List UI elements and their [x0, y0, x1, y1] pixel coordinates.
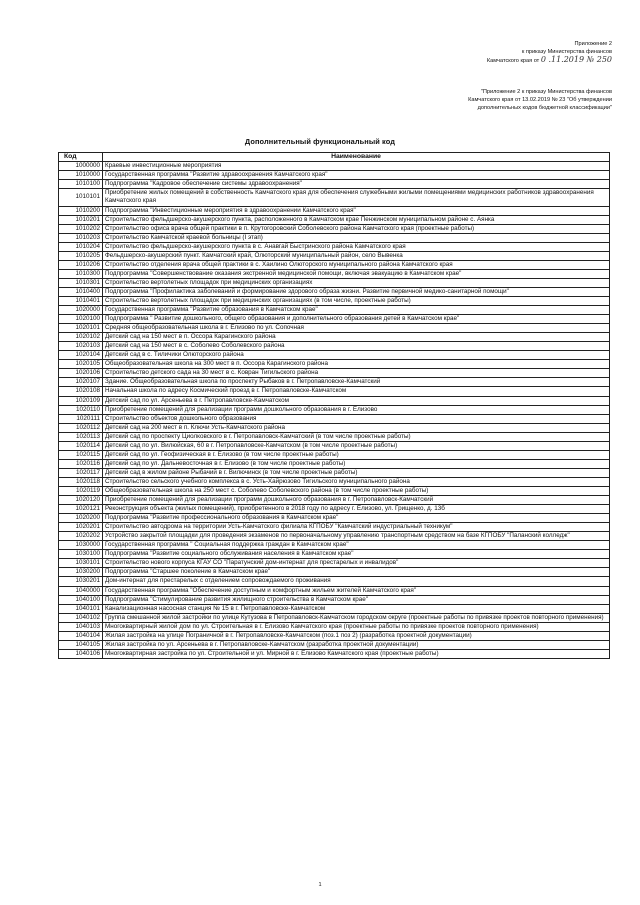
row-name: Жилая застройка на улице Пограничной в г. Петропавловске-Камчатском (поз.1 поз 2) (разработка проектной документации): [103, 631, 610, 640]
table-header-row: [59, 153, 610, 162]
row-code: 1010400: [59, 287, 103, 296]
table-row: [59, 260, 610, 269]
row-code: 1010206: [59, 260, 103, 269]
row-code: 1030200: [59, 568, 103, 577]
prev-order-line1: "Приложение 2 к приказу Министерства финансов: [480, 89, 612, 95]
table-row: [59, 342, 610, 351]
row-name: Жилая застройка по ул. Арсеньева в г. Петропавловске-Камчатском (разработка проектной документации): [103, 640, 610, 649]
row-code: 1010202: [59, 224, 103, 233]
row-code: 1040104: [59, 631, 103, 640]
table-row: [59, 486, 610, 495]
order-date-prefix: Камчатского края от: [486, 58, 540, 64]
row-code: 1010300: [59, 269, 103, 278]
row-name: Строительство фельдшерско-акушерского пункта, расположенного в Камчатском крае Пенжинском муниципальном районе с. Аянка: [103, 215, 610, 224]
appendix-label: Приложение 2: [574, 41, 612, 47]
row-name: Подпрограмма " Развитие дошкольного, общего образования и дополнительного образования детей в Камчатском крае": [103, 315, 610, 324]
order-date-handwritten: 0 .11.2019 № 250: [540, 55, 612, 64]
row-code: 1010301: [59, 278, 103, 287]
row-name: Подпрограмма "Стимулирование развития жилищного строительства в Камчатском крае": [103, 595, 610, 604]
row-name: Дом-интернат для престарелых с отделением сопровождаемого проживания: [103, 577, 610, 586]
table-row: [59, 162, 610, 171]
table-row: [59, 351, 610, 360]
row-code: 1040106: [59, 649, 103, 658]
table-row: [59, 532, 610, 541]
row-code: 1020101: [59, 324, 103, 333]
row-name: Многоквартирный жилой дом по ул. Строительная в г. Елизово Камчатского края (проектные работы по привязке проектов повторного применения): [103, 622, 610, 631]
row-name: Подпрограмма "Кадровое обеспечение системы здравоохранения": [103, 180, 610, 189]
row-code: 1040100: [59, 595, 103, 604]
row-name: Государственная программа "Обеспечение доступным и комфортным жильем жителей Камчатского края": [103, 586, 610, 595]
row-code: 1030201: [59, 577, 103, 586]
table-row: [59, 224, 610, 233]
row-name: Устройство закрытой площадки для проведения экзаменов по первоначальному управлению транспортным средством на базе КГПОБУ "Паланский колледж": [103, 532, 610, 541]
row-code: 1000000: [59, 162, 103, 171]
row-code: 1020200: [59, 514, 103, 523]
row-name: Детский сад на 150 мест в с. Соболево Соболевского района: [103, 342, 610, 351]
row-name: Строительство сельского учебного комплекса в с. Усть-Хайрюзово Тигильского муниципального района: [103, 477, 610, 486]
table-row: [59, 432, 610, 441]
row-name: Строительство Камчатской краевой больницы (I этап): [103, 233, 610, 242]
row-name: Приобретение жилых помещений в собственность Камчатского края для обеспечения служебными жилыми помещениями медицинских работников здравоохранения Камчатского края: [103, 189, 610, 206]
table-row: [59, 568, 610, 577]
table-row: [59, 414, 610, 423]
row-code: 1020110: [59, 405, 103, 414]
row-code: 1010101: [59, 189, 103, 206]
table-row: [59, 649, 610, 658]
row-name: Строительство автодрома на территории Усть-Камчатского филиала КГПОБУ "Камчатский индустриальный техникум": [103, 523, 610, 532]
row-code: 1020116: [59, 459, 103, 468]
row-name: Здание. Общеобразовательная школа по проспекту Рыбаков в г. Петропавловске-Камчатский: [103, 378, 610, 387]
table-row: [59, 550, 610, 559]
row-name: Канализационная насосная станция № 15 в г. Петропавловске-Камчатском: [103, 604, 610, 613]
row-code: 1020202: [59, 532, 103, 541]
row-code: 1020111: [59, 414, 103, 423]
row-name: Детский сад по ул. Дальневосточная в г. Елизово (в том числе проектные работы): [103, 459, 610, 468]
row-code: 1020109: [59, 396, 103, 405]
row-name: Подпрограмма "Совершенствование оказания экстренной медицинской помощи, включая эвакуацию в Камчатском крае": [103, 269, 610, 278]
table-row: [59, 631, 610, 640]
row-name: Строительство вертолетных площадок при медицинских организациях (в том числе, проектные работы): [103, 297, 610, 306]
row-code: 1020106: [59, 369, 103, 378]
row-name: Строительство отделения врача общей практики в с. Хаилино Олюторского муниципального района Камчатского края: [103, 260, 610, 269]
row-name: Подпрограмма "Развитие профессионального образования в Камчатском крае": [103, 514, 610, 523]
table-row: [59, 477, 610, 486]
table-row: [59, 251, 610, 260]
row-name: Строительство детского сада на 30 мест в с. Ковран Тигильского района: [103, 369, 610, 378]
table-row: [59, 315, 610, 324]
row-code: 1030000: [59, 541, 103, 550]
table-row: [59, 215, 610, 224]
row-name: Детский сад на 200 мест в п. Ключи Усть-Камчатского района: [103, 423, 610, 432]
row-code: 1020120: [59, 496, 103, 505]
row-name: Краевые инвестиционные мероприятия: [103, 162, 610, 171]
row-code: 1020105: [59, 360, 103, 369]
table-row: [59, 523, 610, 532]
row-name: Средняя общеобразовательная школа в г. Елизово по ул. Сопочная: [103, 324, 610, 333]
row-name: Строительство объектов дошкольного образования: [103, 414, 610, 423]
row-name: Детский сад на 150 мест в п. Оссора Карагинского района: [103, 333, 610, 342]
row-name: Реконструкция объекта (жилых помещений), приобретенного в 2018 году по адресу г. Елизово, ул. Грищенко, д. 13б: [103, 505, 610, 514]
row-code: 1010401: [59, 297, 103, 306]
row-code: 1010205: [59, 251, 103, 260]
previous-order-header: [468, 88, 612, 112]
row-code: 1040105: [59, 640, 103, 649]
document-title: Дополнительный функциональный код: [244, 137, 396, 146]
row-code: 1010200: [59, 206, 103, 215]
table-row: [59, 622, 610, 631]
row-code: 1020108: [59, 387, 103, 396]
row-name: Детский сад в жилом районе Рыбачий в г. Вилючинск (в том числе проектные работы): [103, 468, 610, 477]
table-row: [59, 278, 610, 287]
row-code: 1020114: [59, 441, 103, 450]
table-row: [59, 369, 610, 378]
column-header-code: Код: [59, 153, 103, 162]
row-code: 1020103: [59, 342, 103, 351]
row-code: 1010000: [59, 171, 103, 180]
table-row: [59, 206, 610, 215]
row-name: Строительство офиса врача общей практики в п. Крутогоровский Соболевского района Камчатского края (проектные работы): [103, 224, 610, 233]
row-code: 1020104: [59, 351, 103, 360]
row-name: Строительство вертолетных площадок при медицинских организациях: [103, 278, 610, 287]
row-name: Начальная школа по адресу Космический проезд в г. Петропавловске-Камчатском: [103, 387, 610, 396]
row-name: Общеобразовательная школа на 250 мест с. Соболево Соболевского района (в том числе проектные работы): [103, 486, 610, 495]
row-name: Детский сад по ул. Арсеньева в г. Петропавловске-Камчатском: [103, 396, 610, 405]
table-row: [59, 333, 610, 342]
table-row: [59, 468, 610, 477]
table-row: [59, 287, 610, 296]
row-code: 1020121: [59, 505, 103, 514]
row-code: 1020119: [59, 486, 103, 495]
table-row: [59, 405, 610, 414]
table-row: [59, 640, 610, 649]
table-row: [59, 171, 610, 180]
prev-order-line2: Камчатского края от 13.02.2019 № 23 "Об утверждении: [468, 97, 612, 103]
order-reference: к приказу Министерства финансов: [521, 49, 612, 55]
column-header-name: Наименование: [103, 153, 610, 162]
row-name: Общеобразовательная школа на 300 мест в п. Оссора Карагинского района: [103, 360, 610, 369]
row-code: 1030100: [59, 550, 103, 559]
row-code: 1020000: [59, 306, 103, 315]
table-row: [59, 450, 610, 459]
row-name: Детский сад по проспекту Циолковского в г. Петропавловск-Камчатский (в том числе проектные работы): [103, 432, 610, 441]
row-name: Подпрограмма "Инвестиционные мероприятия в здравоохранении Камчатского края": [103, 206, 610, 215]
row-code: 1040103: [59, 622, 103, 631]
table-row: [59, 496, 610, 505]
table-row: [59, 586, 610, 595]
table-row: [59, 297, 610, 306]
row-name: Многоквартирная застройка по ул. Строительной и ул. Мирной в г. Елизово Камчатского края (проектные работы): [103, 649, 610, 658]
row-code: 1040101: [59, 604, 103, 613]
table-row: [59, 324, 610, 333]
table-row: [59, 577, 610, 586]
order-header: [487, 40, 612, 65]
row-code: 1020117: [59, 468, 103, 477]
table-row: [59, 559, 610, 568]
row-name: Детский сад в с. Тиличики Олюторского района: [103, 351, 610, 360]
codes-table: [58, 152, 610, 659]
row-code: 1020113: [59, 432, 103, 441]
row-code: 1010204: [59, 242, 103, 251]
table-row: [59, 378, 610, 387]
table-row: [59, 423, 610, 432]
row-name: Государственная программа " Социальная поддержка граждан в Камчатском крае": [103, 541, 610, 550]
table-row: [59, 387, 610, 396]
row-name: Группа смешанной жилой застройки по улице Кутузова в Петропавловск-Камчатском городском округе (проектные работы по привязке проектов повторного применения): [103, 613, 610, 622]
row-code: 1020112: [59, 423, 103, 432]
page-number: 1: [318, 882, 322, 888]
row-name: Строительство нового корпуса КГАУ СО "Паратунский дом-интернат для престарелых и инвалидов": [103, 559, 610, 568]
table-row: [59, 604, 610, 613]
table-row: [59, 613, 610, 622]
row-code: 1020107: [59, 378, 103, 387]
table-row: [59, 189, 610, 206]
row-code: 1020102: [59, 333, 103, 342]
row-name: Государственная программа "Развитие образования в Камчатском крае": [103, 306, 610, 315]
table-row: [59, 505, 610, 514]
row-code: 1020118: [59, 477, 103, 486]
row-name: Детский сад по ул. Геофизическая в г. Елизово (в том числе проектные работы): [103, 450, 610, 459]
table-row: [59, 459, 610, 468]
table-row: [59, 180, 610, 189]
row-name: Детский сад по ул. Вилюйская, 60 в г. Петропавловске-Камчатском (в том числе проектные работы): [103, 441, 610, 450]
table-body: [59, 162, 610, 659]
row-code: 1020100: [59, 315, 103, 324]
prev-order-line3: дополнительных кодов бюджетной классификации": [477, 105, 612, 111]
row-name: Подпрограмма "Профилактика заболеваний и формирование здорового образа жизни. Развитие первичной медико-санитарной помощи": [103, 287, 610, 296]
table-row: [59, 441, 610, 450]
table-row: [59, 541, 610, 550]
row-code: 1010100: [59, 180, 103, 189]
table-row: [59, 306, 610, 315]
row-name: Приобретение помещений для реализации программ дошкольного образования в г. Елизово: [103, 405, 610, 414]
row-name: Строительство фельдшерско-акушерского пункта в с. Анавгай Быстринского района Камчатского края: [103, 242, 610, 251]
row-code: 1010201: [59, 215, 103, 224]
row-code: 1020201: [59, 523, 103, 532]
row-name: Приобретение помещений для реализации программ дошкольного образования в г. Петропавловск-Камчатский: [103, 496, 610, 505]
row-name: Подпрограмма "Развитие социального обслуживания населения в Камчатском крае": [103, 550, 610, 559]
row-name: Государственная программа "Развитие здравоохранения Камчатского края": [103, 171, 610, 180]
table-row: [59, 396, 610, 405]
order-date-line: [487, 56, 612, 65]
row-code: 1010203: [59, 233, 103, 242]
table-row: [59, 595, 610, 604]
row-code: 1040000: [59, 586, 103, 595]
table-row: [59, 242, 610, 251]
row-code: 1020115: [59, 450, 103, 459]
row-name: Подпрограмма "Старшее поколение в Камчатском крае": [103, 568, 610, 577]
row-code: 1040102: [59, 613, 103, 622]
row-name: Фельдшерско-акушерский пункт. Камчатский край, Олюторский муниципальный район, село Вывенка: [103, 251, 610, 260]
row-code: 1030101: [59, 559, 103, 568]
table-row: [59, 233, 610, 242]
table-row: [59, 514, 610, 523]
table-row: [59, 360, 610, 369]
table-row: [59, 269, 610, 278]
